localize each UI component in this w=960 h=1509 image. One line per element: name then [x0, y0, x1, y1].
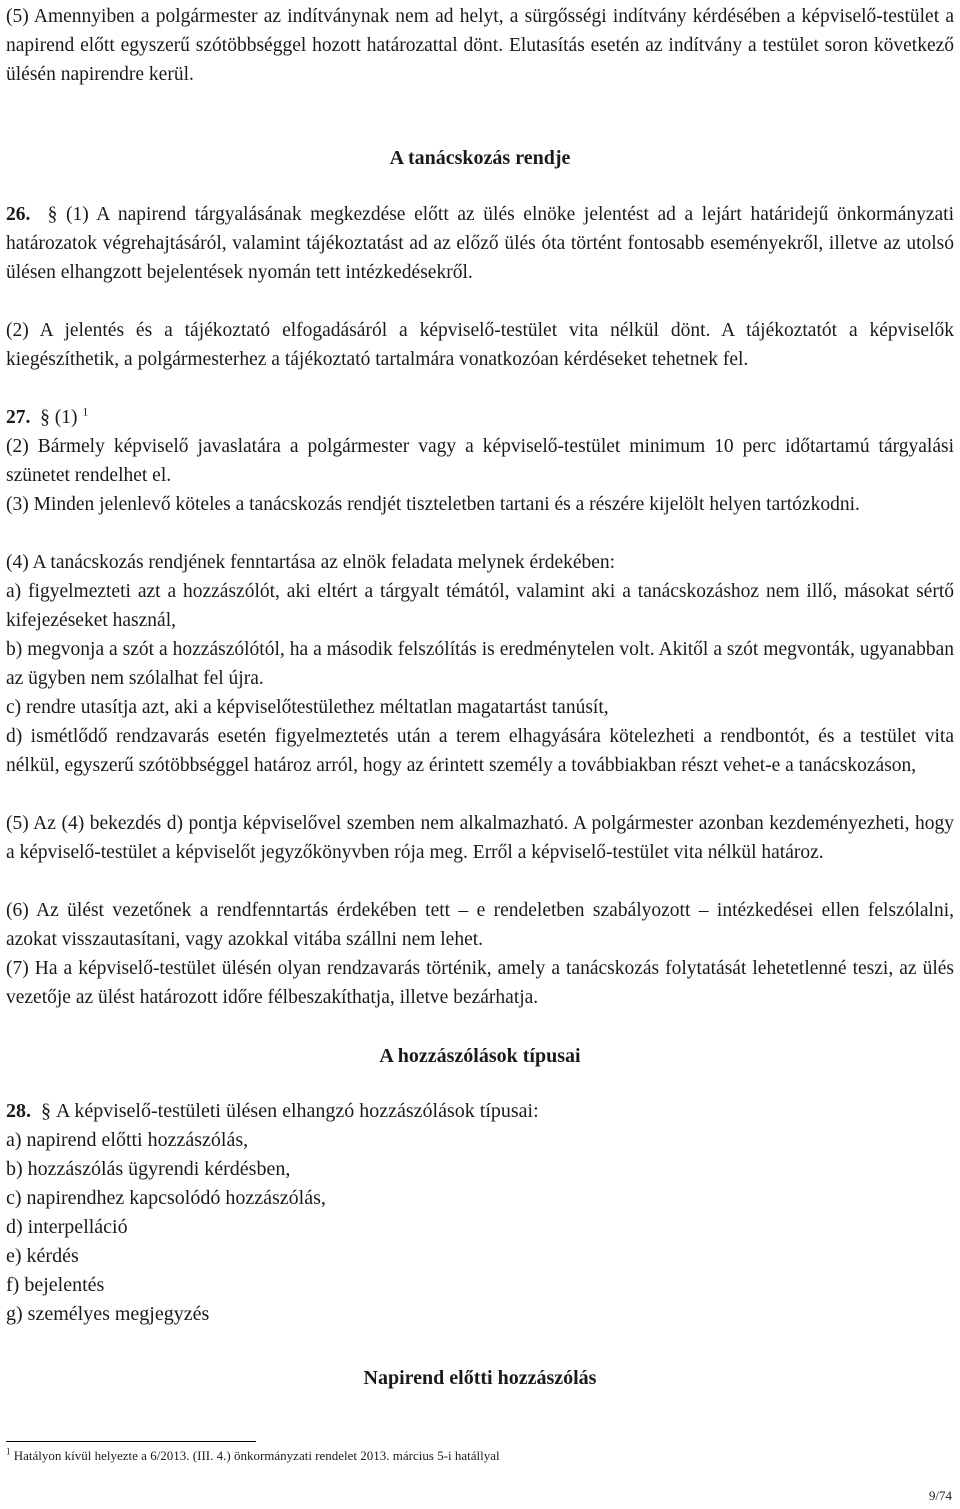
section-27-paragraph-4d: d) ismétlődő rendzavarás esetén figyelmeztetés után a terem elhagyására kötelezheti a rendbontót, és a testület vita nélkül, egyszerű szótöbbséggel határoz arról, hogy az érintett személy a továbbiakban részt vehet-e a tanácskozáson, — [6, 726, 954, 776]
section-28-intro — [6, 1097, 954, 1126]
section-26-number: 26. — [6, 204, 31, 225]
section-27-paragraph-4c: c) rendre utasítja azt, aki a képviselőtestülethez méltatlan magatartást tanúsít, — [6, 697, 609, 718]
list-item: f) bejelentés — [6, 1274, 105, 1296]
heading-napirend-elotti-hozzaszolas: Napirend előtti hozzászólás — [363, 1367, 597, 1389]
section-sign-icon: § — [36, 1100, 56, 1122]
page-number: 9/74 — [928, 1488, 952, 1503]
section-27-paragraph-7: (7) Ha a képviselő-testület ülésén olyan rendzavarás történik, amely a tanácskozás folytatását lehetetlenné teszi, az ülés vezetője az ülést határozott időre félbeszakíthatja, illetve bezárhatja. — [6, 958, 954, 1008]
section-27-paragraph-5: (5) Az (4) bekezdés d) pontja képviselővel szemben nem alkalmazható. A polgármester azonban kezdeményezheti, hogy a képviselő-testület a képviselőt jegyzőkönyvben rója meg. Erről a képviselő-testület vita nélkül határoz. — [6, 813, 954, 863]
section-26-paragraph-2: (2) A jelentés és a tájékoztató elfogadásáról a képviselő-testület vita nélkül dönt. A tájékoztatót a képviselők kiegészíthetik, a polgármesterhez a tájékoztató tartalmára vonatkozóan kérdéseket tehetnek fel. — [6, 320, 954, 370]
section-sign-icon: § — [39, 204, 66, 225]
section-27-paragraph-1-text: (1) — [54, 407, 78, 428]
list-item: a) napirend előtti hozzászólás, — [6, 1129, 249, 1151]
list-item: e) kérdés — [6, 1245, 79, 1267]
list-item: d) interpelláció — [6, 1216, 128, 1238]
section-26-paragraph-1-text: (1) A napirend tárgyalásának megkezdése előtt az ülés elnöke jelentést ad a lejárt határidejű önkormányzati határozatok végrehajtásáról, valamint tájékoztatást ad az előző ülés óta történt fontosabb eseményekről, illetve az utolsó ülésen elhangzott bejelentések nyomán tett intézkedésekről. — [6, 204, 955, 283]
footnote-text: Hatályon kívül helyezte a 6/2013. (III. 4.) önkormányzati rendelet 2013. március 5-i hatállyal — [13, 1448, 500, 1463]
list-item: c) napirendhez kapcsolódó hozzászólás, — [6, 1187, 326, 1209]
footnote-reference[interactable]: 1 — [82, 404, 89, 419]
heading-hozzaszolasok-tipusai: A hozzászólások típusai — [379, 1045, 581, 1067]
section-27-paragraph-3: (3) Minden jelenlevő köteles a tanácskozás rendjét tiszteletben tartani és a részére kijelölt helyen tartózkodni. — [6, 494, 860, 515]
section-27-paragraph-4a: a) figyelmezteti azt a hozzászólót, aki eltért a tárgyalt témától, valamint aki a tanácskozáshoz nem illő, másokat sértő kifejezéseket használ, — [6, 581, 954, 631]
section-28-text: A képviselő-testületi ülésen elhangzó hozzászólások típusai: — [56, 1100, 539, 1122]
section-27-paragraph-6: (6) Az ülést vezetőnek a rendfenntartás érdekében tett – e rendeletben szabályozott – intézkedései ellen felszólalni, azokat visszautasítani, vagy azokkal vitába szállni nem lehet. — [6, 900, 954, 950]
heading-tanacskozas-rendje: A tanácskozás rendje — [389, 147, 571, 169]
section-27-paragraph-4: (4) A tanácskozás rendjének fenntartása az elnök feladata melynek érdekében: — [6, 552, 616, 573]
list-item: b) hozzászólás ügyrendi kérdésben, — [6, 1158, 291, 1180]
list-item: g) személyes megjegyzés — [6, 1303, 210, 1325]
footnote-number: 1 — [6, 1446, 11, 1457]
footnote-divider — [6, 1441, 256, 1442]
footnote — [6, 1447, 500, 1465]
section-27-paragraph-4b: b) megvonja a szót a hozzászólótól, ha a második felszólítás is eredménytelen volt. Akitől a szót megvonták, ugyanabban az ügyben nem szólalhat fel újra. — [6, 639, 954, 689]
section-26-paragraph-1 — [6, 200, 954, 287]
paragraph-5: (5) Amennyiben a polgármester az indítványnak nem ad helyt, a sürgősségi indítvány kérdésében a képviselő-testület a napirend előtt egyszerű szótöbbséggel hozott határozattal dönt. Elutasítás esetén az indítvány a testület soron következő ülésén napirendre kerül. — [6, 6, 954, 85]
section-27-paragraph-2: (2) Bármely képviselő javaslatára a polgármester vagy a képviselő-testület minimum 10 perc időtartamú tárgyalási szünetet rendelhet el. — [6, 436, 954, 486]
section-27-paragraph-1 — [6, 403, 954, 432]
section-27-number: 27. — [6, 407, 31, 428]
section-28-number: 28. — [6, 1100, 31, 1122]
section-sign-icon: § — [35, 407, 55, 428]
